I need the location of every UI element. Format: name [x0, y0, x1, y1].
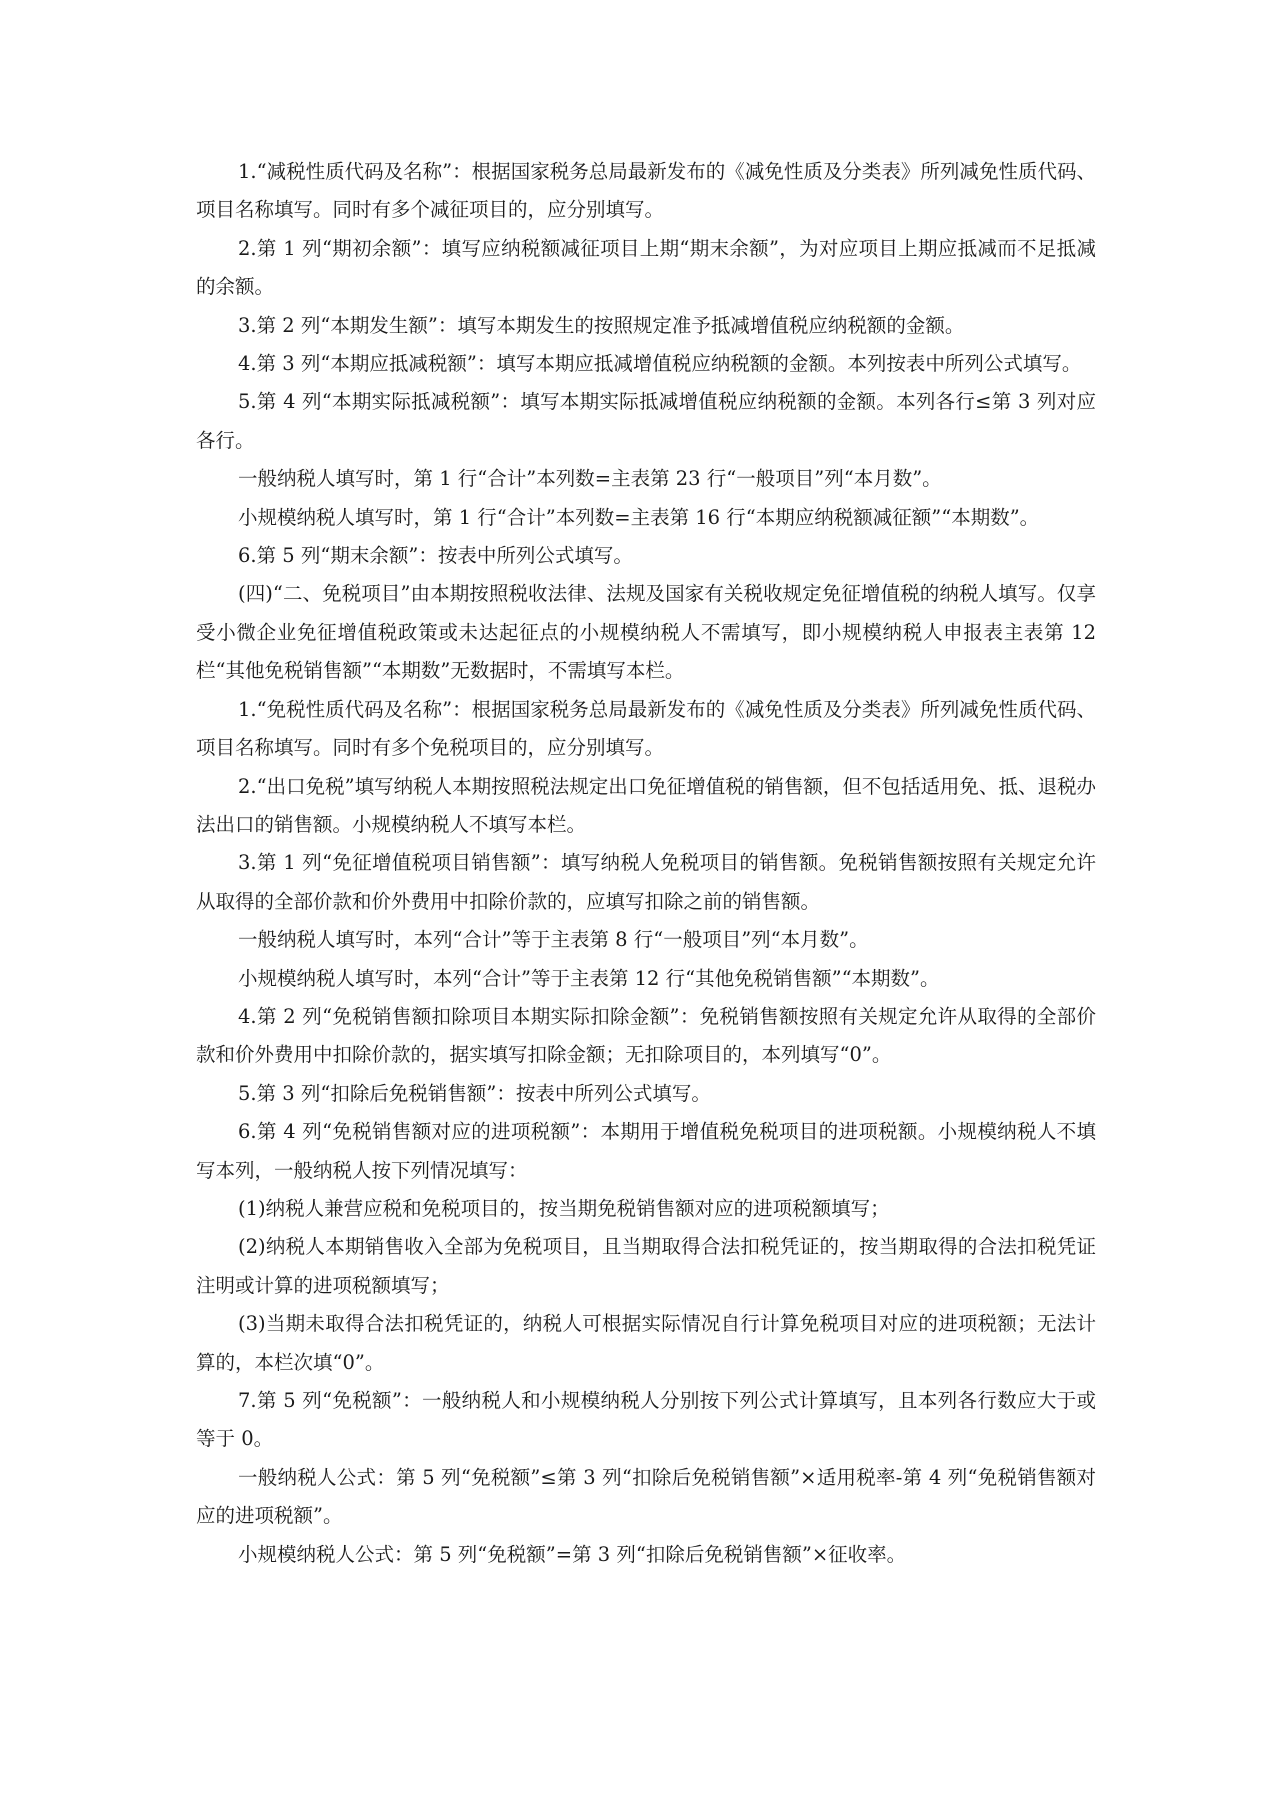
paragraph: 一般纳税人公式：第 5 列“免税额”≤第 3 列“扣除后免税销售额”×适用税率-第 4 列“免税销售额对应的进项税额”。: [196, 1465, 1096, 1528]
paragraph: (3)当期未取得合法扣税凭证的，纳税人可根据实际情况自行计算免税项目对应的进项税额；无法计算的，本栏次填“0”。: [196, 1312, 1096, 1374]
paragraph: 5.第 3 列“扣除后免税销售额”：按表中所列公式填写。: [238, 1081, 711, 1105]
paragraph: 4.第 3 列“本期应抵减税额”：填写本期应抵减增值税应纳税额的金额。本列按表中所列公式填写。: [238, 352, 1082, 376]
paragraph: 7.第 5 列“免税额”：一般纳税人和小规模纳税人分别按下列公式计算填写，且本列各行数应大于或等于 0。: [196, 1389, 1096, 1451]
paragraph: 5.第 4 列“本期实际抵减税额”：填写本期实际抵减增值税应纳税额的金额。本列各行≤第 3 列对应各行。: [196, 390, 1096, 452]
paragraph: 1.“免税性质代码及名称”：根据国家税务总局最新发布的《减免性质及分类表》所列减免性质代码、项目名称填写。同时有多个免税项目的，应分别填写。: [196, 697, 1096, 760]
paragraph: 一般纳税人填写时，第 1 行“合计”本列数=主表第 23 行“一般项目”列“本月数”。: [238, 467, 942, 491]
paragraph: 6.第 4 列“免税销售额对应的进项税额”：本期用于增值税免税项目的进项税额。小规模纳税人不填写本列，一般纳税人按下列情况填写：: [196, 1120, 1096, 1182]
paragraph: 2.第 1 列“期初余额”：填写应纳税额减征项目上期“期末余额”，为对应项目上期应抵减而不足抵减的余额。: [196, 236, 1096, 299]
paragraph: 4.第 2 列“免税销售额扣除项目本期实际扣除金额”：免税销售额按照有关规定允许从取得的全部价款和价外费用中扣除价款的，据实填写扣除金额；无扣除项目的，本列填写“0”。: [196, 1004, 1096, 1067]
paragraph: 1.“减税性质代码及名称”：根据国家税务总局最新发布的《减免性质及分类表》所列减免性质代码、项目名称填写。同时有多个减征项目的，应分别填写。: [196, 160, 1096, 222]
document-body: [196, 153, 1096, 1574]
paragraph: 3.第 2 列“本期发生额”：填写本期发生的按照规定准予抵减增值税应纳税额的金额。: [238, 313, 965, 337]
paragraph: 2.“出口免税”填写纳税人本期按照税法规定出口免征增值税的销售额，但不包括适用免、抵、退税办法出口的销售额。小规模纳税人不填写本栏。: [196, 774, 1096, 836]
paragraph: 一般纳税人填写时，本列“合计”等于主表第 8 行“一般项目”列“本月数”。: [238, 928, 869, 952]
paragraph: 3.第 1 列“免征增值税项目销售额”：填写纳税人免税项目的销售额。免税销售额按照有关规定允许从取得的全部价款和价外费用中扣除价款的，应填写扣除之前的销售额。: [196, 851, 1096, 913]
paragraph: (2)纳税人本期销售收入全部为免税项目，且当期取得合法扣税凭证的，按当期取得的合法扣税凭证注明或计算的进项税额填写；: [196, 1235, 1096, 1297]
paragraph: 6.第 5 列“期末余额”：按表中所列公式填写。: [238, 544, 633, 568]
paragraph: (四)“二、免税项目”由本期按照税收法律、法规及国家有关税收规定免征增值税的纳税人填写。仅享受小微企业免征增值税政策或未达起征点的小规模纳税人不需填写，即小规模纳税人申报表主表第 12 栏“其他免税销售额”“本期数”无数据时，不需填写本栏。: [196, 582, 1096, 683]
paragraph: (1)纳税人兼营应税和免税项目的，按当期免税销售额对应的进项税额填写；: [238, 1196, 890, 1220]
paragraph: 小规模纳税人公式：第 5 列“免税额”=第 3 列“扣除后免税销售额”×征收率。: [238, 1542, 907, 1566]
paragraph: 小规模纳税人填写时，第 1 行“合计”本列数=主表第 16 行“本期应纳税额减征额”“本期数”。: [238, 505, 1040, 529]
paragraph: 小规模纳税人填写时，本列“合计”等于主表第 12 行“其他免税销售额”“本期数”。: [238, 966, 940, 990]
